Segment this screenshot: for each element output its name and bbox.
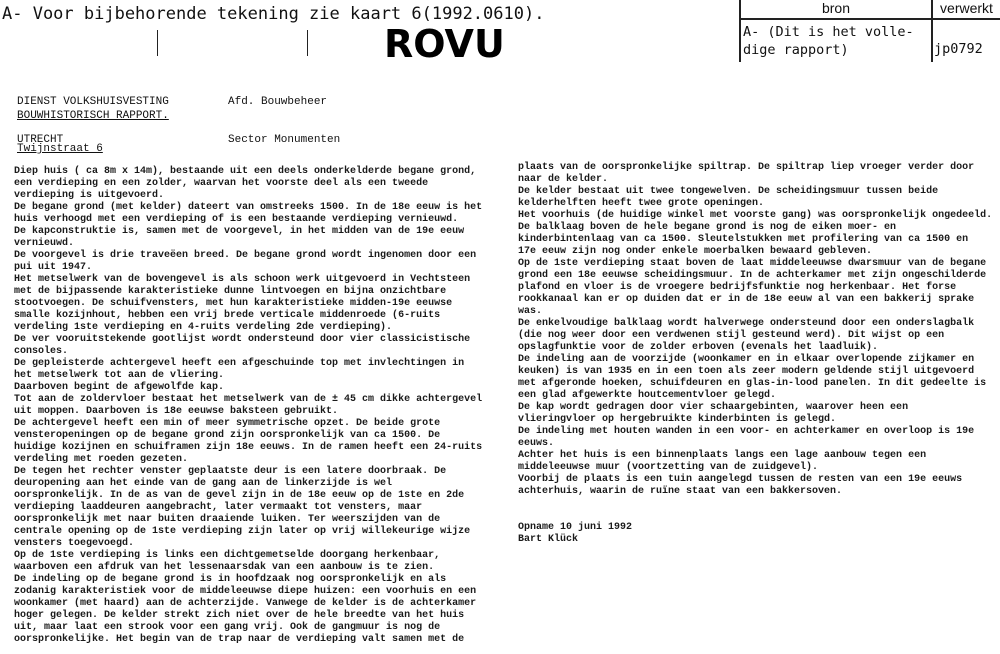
text-line: vensters toegevoegd. [14,538,135,549]
text-line: De begane grond (met kelder) dateert van omstreeks 1500. In de 18e eeuw is het [14,202,483,213]
text-line: plafond en vloer is de vroegere bedrijfsfunktie nog herkenbaar. Het forse [518,282,957,293]
text-line [518,498,998,510]
text-line: middeleeuwse muur (voortzetting van de zuidgevel). [518,462,819,473]
text-line: deuropening aan het einde van de gang aan de linkerzijde is wel [14,478,393,489]
text-line [518,510,998,522]
column-divider [931,0,933,62]
text-line: huidige kozijnen en schuiframen zijn 18e eeuws. In de ramen heeft een 24-ruits [14,442,483,453]
text-line: De voorgevel is drie traveëen breed. De begane grond wordt ingenomen door een [14,250,477,261]
text-line: 17e eeuw zijn nog onder enkele moerbalken bewaard gebleven. [518,246,873,257]
text-line: uit moppen. Daarboven is 18e eeuwse baksteen gebruikt. [14,406,339,417]
text-line: centrale opening op de 1ste verdieping zijn later op vrij willekeurige wijze [14,526,471,537]
text-line: een glad afgewerkte houtcementvloer gelegd. [518,390,777,401]
source-value: A- (Dit is het volle- dige rapport) [743,24,914,58]
right-text-column [518,162,998,546]
rovu-logo: ROVU [384,22,505,66]
divider-line [307,30,308,56]
text-line: achterhuis, waarin de ruïne staat van een bakkersoven. [518,486,843,497]
text-line: vernieuwd. [14,238,75,249]
org-line: Afd. Bouwbeheer [228,96,328,108]
text-line: Bart Klück [518,534,579,545]
text-line: De gepleisterde achtergevel heeft een afgeschuinde top met invlechtingen in [14,358,465,369]
address-heading: Twijnstraat 6 [17,143,103,155]
column-source: bron [821,0,851,16]
text-line: naar de kelder. [518,174,609,185]
text-line: De indeling op de begane grond is in hoofdzaak nog oorspronkelijk en als [14,574,447,585]
text-line: verdeling 1ste verdieping en 4-ruits verdeling 2de verdieping). [14,322,393,333]
text-line: uit, maar laat een strook voor een gang vrij. Ook de gangmuur is nog de [14,622,441,633]
text-line: kinderbintenlaag van ca 1500. Sleutelstukken met profilering van ca 1500 en [518,234,969,245]
processed-value: jp0792 [934,41,983,57]
org-line: UTRECHT [17,133,64,146]
text-line: eeuws. [518,438,555,449]
text-line: was. [518,306,543,317]
text-line: huis verhoogd met een verdieping of is een bestaande verdieping vernieuwd. [14,214,459,225]
text-line: verdeling met roeden gezeten. [14,454,189,465]
text-line: hoger gelegen. De kelder strekt zich niet over de hele breedte van het huis [14,610,465,621]
text-line: verdieping is uitgevoerd. [14,190,165,201]
text-line: plaats van de oorspronkelijke spiltrap. De spiltrap liep vroeger verder door [518,162,975,173]
text-line: Daarboven begint de afgewolfde kap. [14,382,225,393]
text-line: De ver vooruitstekende gootlijst wordt ondersteund door vier classicistische [14,334,471,345]
org-line: Sector Monumenten [228,133,341,146]
text-line: oorspronkelijk met naar buiten draaiende luiken. Ter weerszijden van de [14,514,441,525]
text-line: oorspronkelijk. In de as van de gevel zijn in de 18e eeuw op de 1ste en 2de [14,490,465,501]
text-line: grond een 18e eeuwse scheidingsmuur. In de achterkamer met zijn ongeschilderde [518,270,987,281]
source-table [739,0,1000,62]
text-line: keuken) is van 1935 en in een toen als zeer modern geldende stijl uitgevoerd [518,366,975,377]
org-line: DIENST VOLKSHUISVESTING [17,96,169,108]
text-line: stootvoegen. De schuifvensters, met hun karakteristieke midden-19e eeuwse [14,298,453,309]
text-line: De achtergevel heeft een min of meer symmetrische opzet. De beide grote [14,418,441,429]
text-line: De enkelvoudige balklaag wordt halverwege ondersteund door een onderslagbalk [518,318,975,329]
text-line: De balklaag boven de hele begane grond is nog de eiken moer- en [518,222,897,233]
text-line: Tot aan de zoldervloer bestaat het metselwerk van de ± 45 cm dikke achtergevel [14,394,483,405]
text-line: oorspronkelijke. Het begin van de trap naar de verdieping valt samen met de [14,634,465,645]
text-line: Het voorhuis (de huidige winkel met voorste gang) was oorspronkelijk ongedeeld. [518,210,993,221]
text-line: met afgeronde hoeken, schuifdeuren en glas-in-lood panelen. In dit gedeelte is [518,378,987,389]
text-line: Op de 1ste verdieping staat boven de laat middeleeuwse dwarsmuur van de begane [518,258,987,269]
divider-line [157,30,158,56]
text-line: Op de 1ste verdieping is links een dichtgemetselde doorgang herkenbaar, [14,550,441,561]
text-line: Diep huis ( ca 8m x 14m), bestaande uit een deels onderkelderde begane grond, [14,166,477,177]
text-line: vensteropeningen op de begane grond zijn oorspronkelijk van ca 1500. De [14,430,441,441]
drawing-reference-note: A- Voor bijbehorende tekening zie kaart 6(1992.0610). [2,4,545,24]
text-line: verdieping laaddeuren aangebracht, later vermaakt tot vensters, maar [14,502,423,513]
text-line: De indeling met houten wanden in een voor- en achterkamer en overloop is 19e [518,426,975,437]
text-line: Het metselwerk van de bovengevel is als schoon werk uitgevoerd in Vechtsteen [14,274,471,285]
text-line: zodanig karakteristiek voor de middeleeuwse diepe huizen: een voorhuis en een [14,586,477,597]
text-line: woonkamer (met haard) aan de achterzijde. Vanwege de kelder is de achterkamer [14,598,477,609]
text-line: kelderhelften heeft twee grote openingen. [518,198,765,209]
text-line: het metselwerk tot aan de vliering. [14,370,225,381]
text-line: rookkanaal kan er op duiden dat er in de 18e eeuw al van een bakkerij sprake [518,294,975,305]
text-line: Achter het huis is een binnenplaats langs een lage aanbouw tegen een [518,450,927,461]
text-line: De kapconstruktie is, samen met de voorgevel, in het midden van de 19e eeuw [14,226,465,237]
text-line: opslagfunktie voor de zolder erboven (evenals het laadluik). [518,342,879,353]
left-text-column [14,166,509,646]
text-line: smalle kozijnhout, hebben een vrij brede verticale middenroede (6-ruits [14,310,441,321]
text-line: De tegen het rechter venster geplaatste deur is een latere doorbraak. De [14,466,447,477]
text-line: Opname 10 juni 1992 [518,522,633,533]
text-line: met de bijpassende karakteristieke dunne lintvoegen en bijna onzichtbare [14,286,447,297]
text-line: waarboven een afdruk van het lessenaarsdak van een aanbouw is te zien. [14,562,435,573]
report-title: BOUWHISTORISCH RAPPORT. [17,110,169,122]
text-line: vlieringvloer op hergebruikte kinderbinten is gelegd. [518,414,837,425]
text-line: De kelder bestaat uit twee tongewelven. De scheidingsmuur tussen beide [518,186,939,197]
text-line: een verdieping en een zolder, waarvan het voorste deel als een tweede [14,178,429,189]
text-line: (die nog weer door een verdwenen stijl gesteund werd). Dit wijst op een [518,330,945,341]
text-line: Voorbij de plaats is een tuin aangelegd tussen de resten van een 19e eeuws [518,474,963,485]
text-line: consoles. [14,346,69,357]
text-line: De kap wordt gedragen door vier schaargebinten, waarover heen een [518,402,909,413]
column-processed: verwerkt [940,0,993,16]
text-line: pui uit 1947. [14,262,93,273]
text-line: De indeling aan de voorzijde (woonkamer en in elkaar overlopende zijkamer en [518,354,975,365]
organization-section [228,71,340,159]
source-table-header [741,0,1000,20]
